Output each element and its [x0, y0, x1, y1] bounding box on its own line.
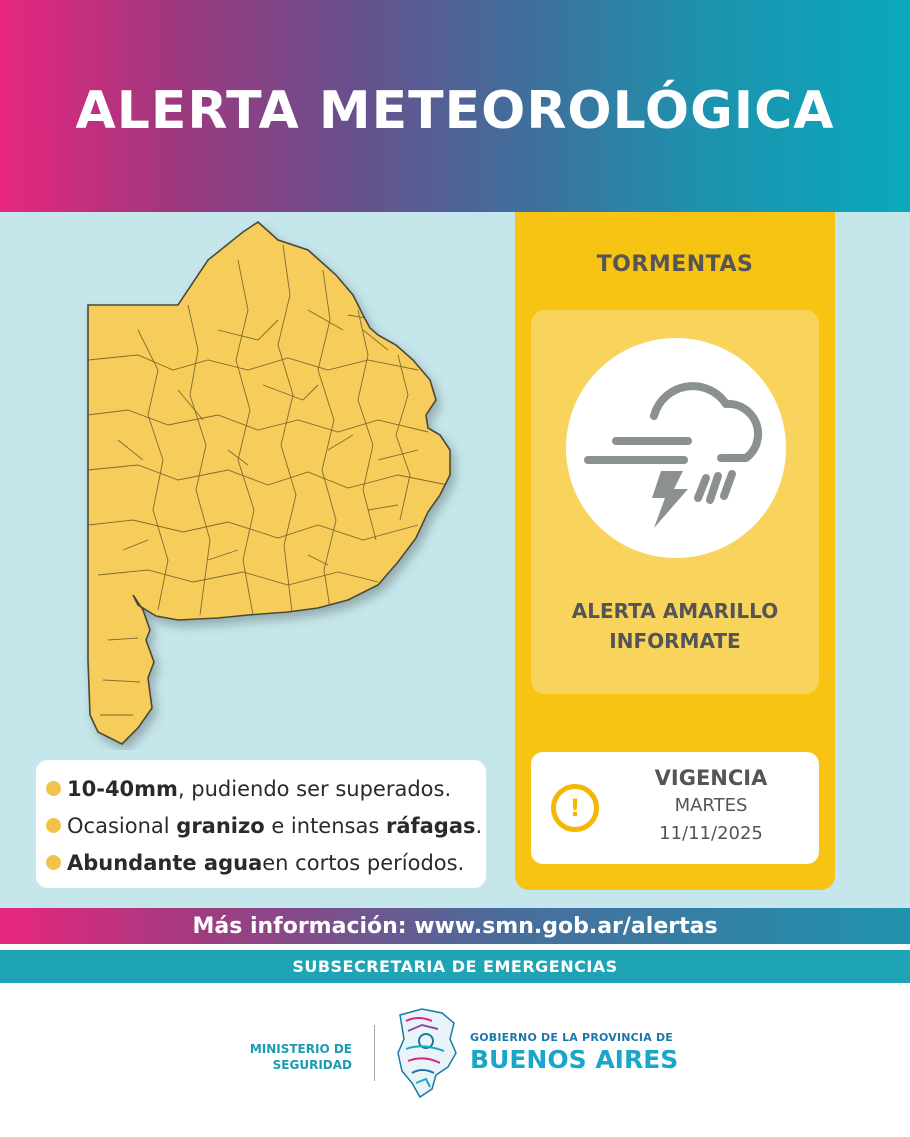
more-info-link[interactable]: Más información: www.smn.gob.ar/alertas — [192, 913, 718, 939]
info-box — [36, 760, 486, 888]
footer — [0, 983, 910, 1137]
phenomenon-title: TORMENTAS — [596, 252, 754, 277]
page-title: ALERTA METEOROLÓGICA — [75, 81, 835, 141]
ministerio-logo-text — [200, 1041, 352, 1073]
province-map — [78, 220, 478, 750]
main-area — [0, 212, 910, 908]
bullet-dot-icon — [46, 818, 61, 833]
vigencia-card — [531, 752, 819, 864]
alert-level: ALERTA AMARILLO — [571, 599, 779, 623]
rain-amount: 10-40mm — [67, 776, 178, 801]
exclamation-icon: ! — [551, 784, 599, 832]
bullet-dot-icon — [46, 781, 61, 796]
hail-text-mid: e intensas — [271, 813, 380, 838]
info-line-water — [46, 844, 486, 881]
more-info-band — [0, 908, 910, 944]
header-banner — [0, 0, 910, 212]
info-line-hail — [46, 807, 486, 844]
vigencia-date: 11/11/2025 — [659, 823, 763, 844]
alert-panel — [515, 212, 835, 890]
subsecretaria-band — [0, 950, 910, 983]
province-emblem-icon — [392, 1005, 462, 1099]
ministerio-line1: MINISTERIO DE — [249, 1042, 352, 1056]
water-text: en cortos períodos. — [262, 850, 465, 875]
info-line-rain — [46, 770, 486, 807]
ministerio-line2: SEGURIDAD — [272, 1058, 352, 1072]
storm-cloud-icon — [566, 338, 786, 558]
alert-card — [531, 310, 819, 694]
bullet-dot-icon — [46, 855, 61, 870]
subsecretaria-label: SUBSECRETARIA DE EMERGENCIAS — [292, 957, 618, 976]
footer-divider — [374, 1025, 375, 1081]
buenos-aires-map-icon — [78, 220, 478, 750]
gusts-word: ráfagas — [385, 813, 476, 838]
hail-text-pre: Ocasional — [67, 813, 170, 838]
vigencia-text — [611, 764, 811, 848]
alert-level-text — [531, 596, 819, 656]
vigencia-title: VIGENCIA — [654, 766, 768, 790]
icon-circle — [566, 338, 786, 558]
vigencia-day: MARTES — [674, 795, 748, 816]
alert-instruction: INFORMATE — [609, 629, 741, 653]
rain-text: , pudiendo ser superados. — [177, 776, 452, 801]
hail-text-post: . — [475, 813, 483, 838]
buenos-aires-label: BUENOS AIRES — [470, 1045, 679, 1074]
gobierno-label: GOBIERNO DE LA PROVINCIA DE — [470, 1031, 674, 1044]
hail-word: granizo — [176, 813, 265, 838]
water-word: Abundante agua — [67, 850, 263, 875]
